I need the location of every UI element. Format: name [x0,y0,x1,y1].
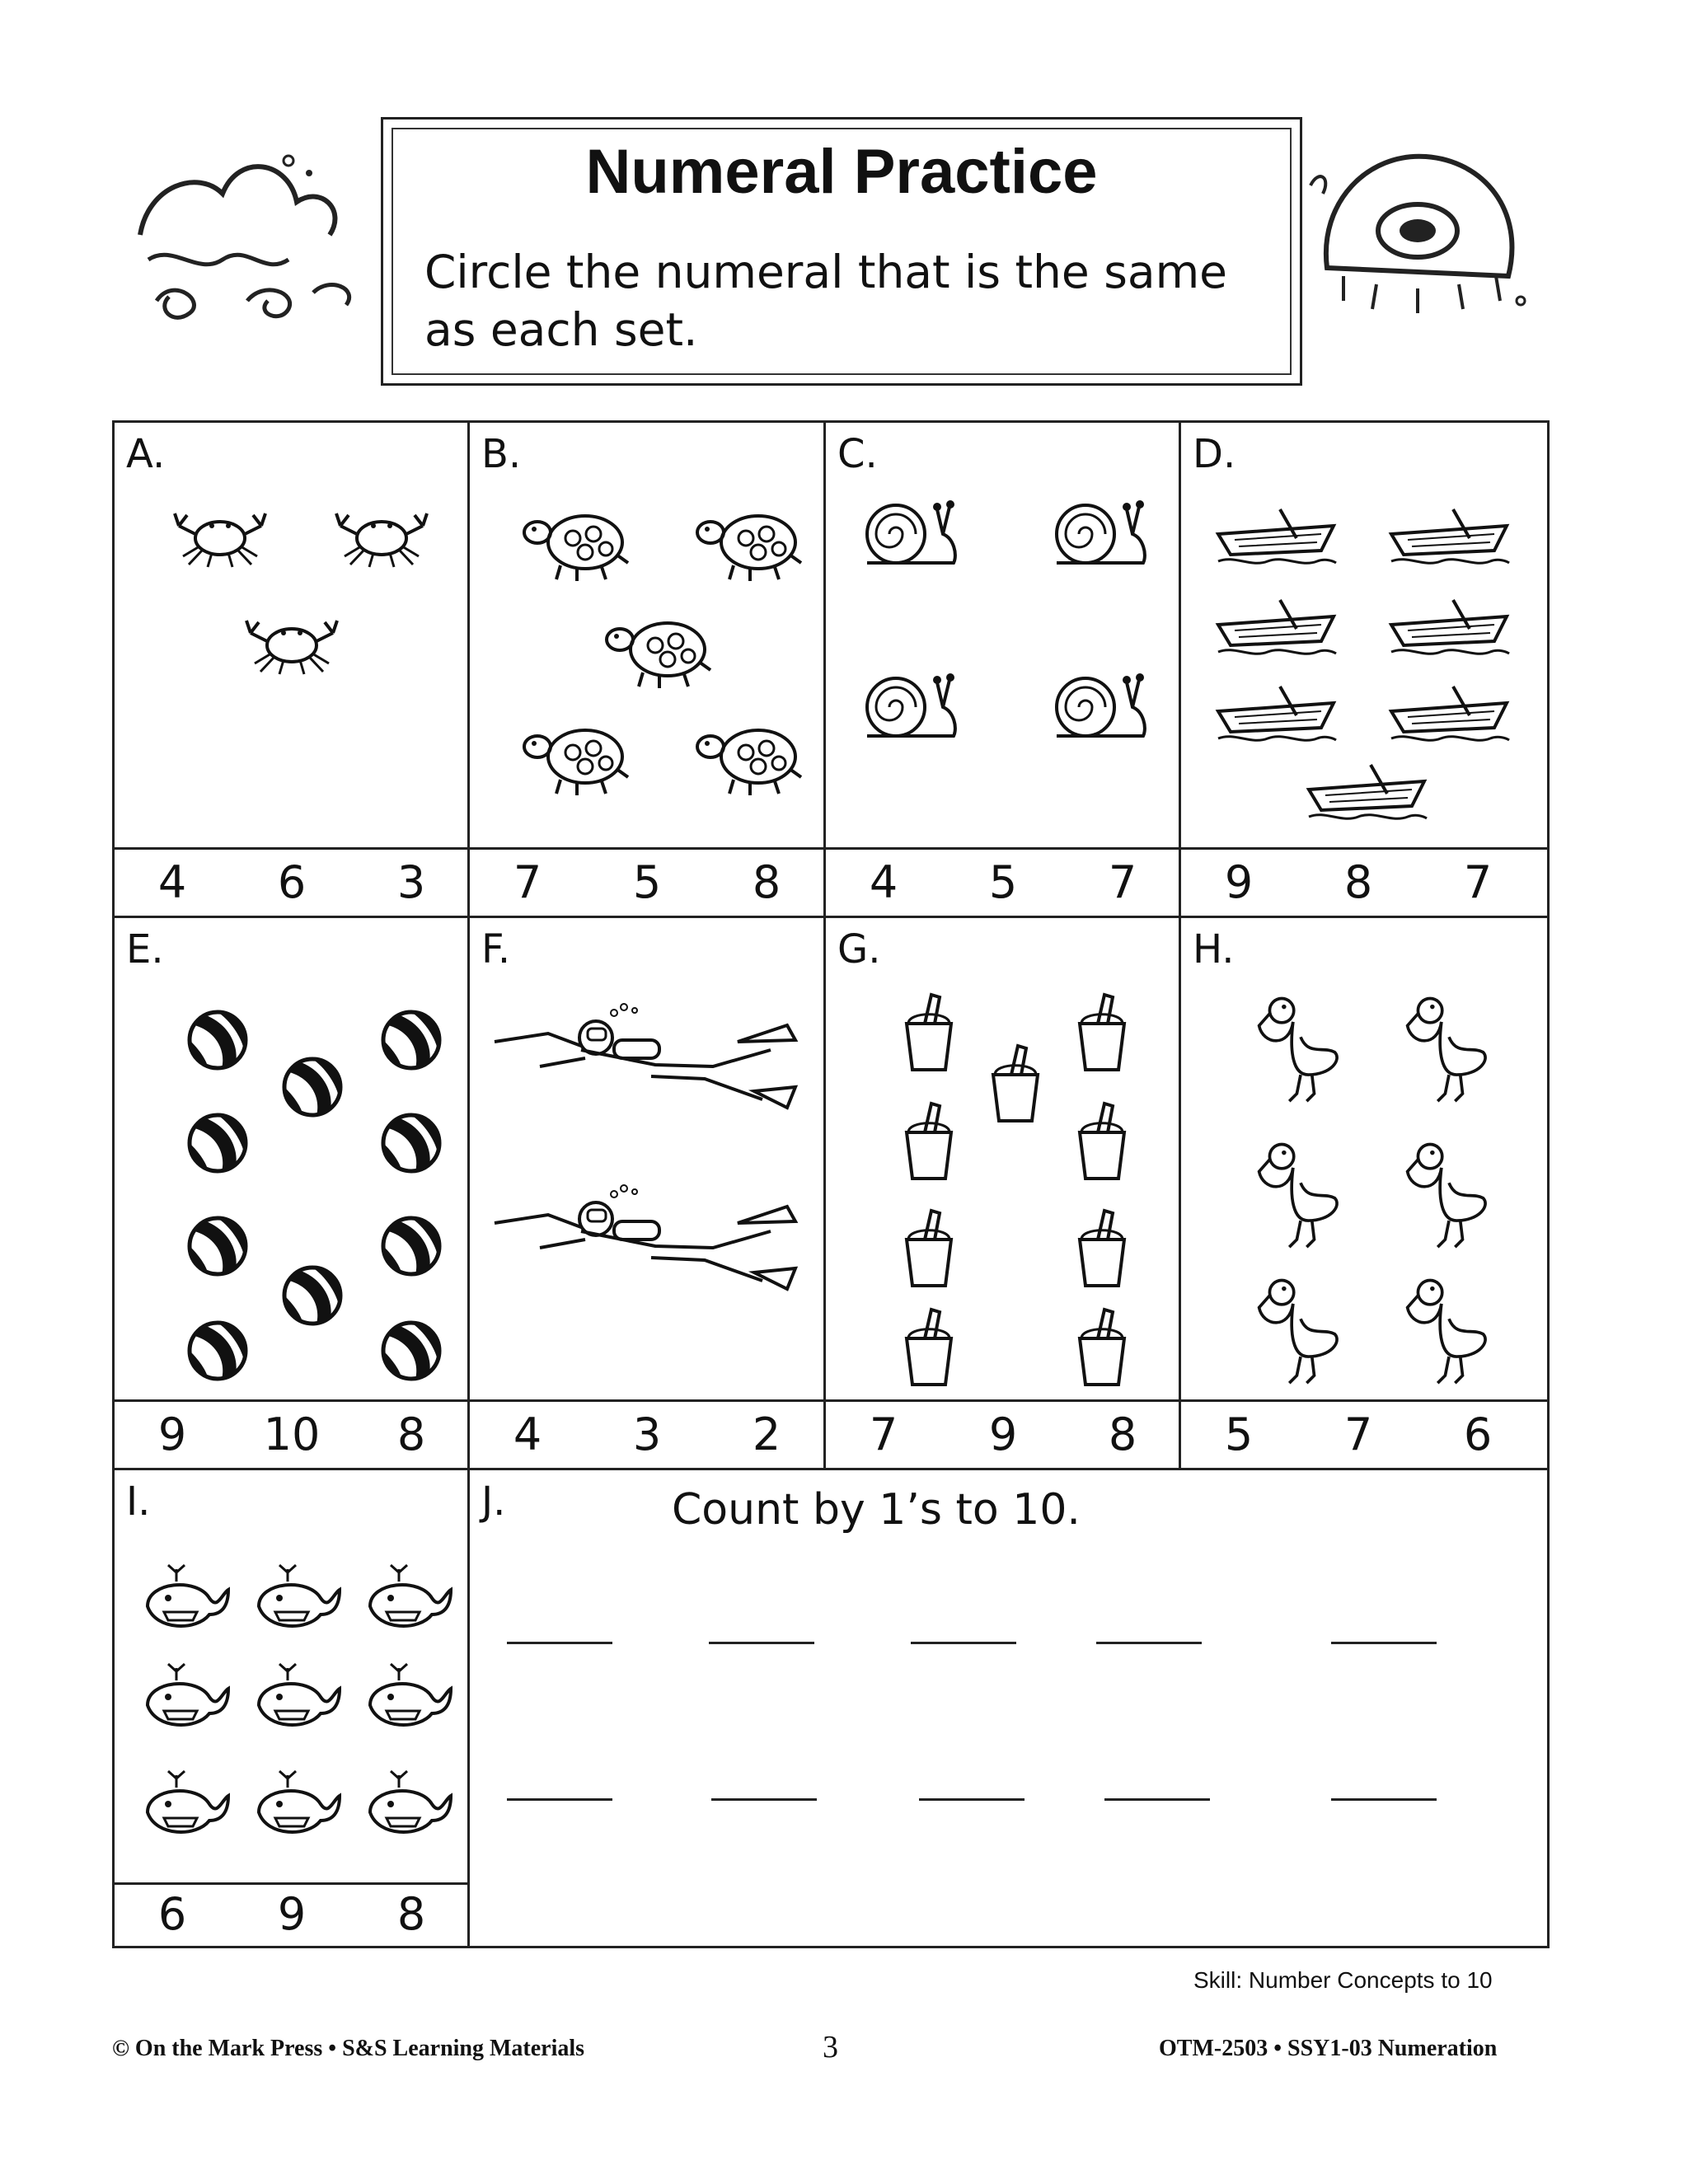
choice-e-2[interactable]: 10 [263,1408,321,1460]
whale-icon [362,1767,452,1841]
set-d-choices [1179,847,1550,918]
whale-icon [362,1561,452,1635]
sand-bucket-icon [1073,1099,1131,1182]
product-code: OTM-2503 • SSY1-03 Numeration [1159,2036,1498,2061]
choice-b-1[interactable]: 7 [513,856,542,908]
choice-g-3[interactable]: 8 [1108,1408,1137,1460]
sand-bucket-icon [1073,991,1131,1073]
count-task-prompt: Count by 1’s to 10. [672,1485,1081,1535]
turtle-icon [519,715,635,798]
pelican-icon [1404,1272,1494,1388]
set-h-panel [1179,916,1550,1402]
set-a-label: A. [126,431,166,477]
answer-blank[interactable] [507,1642,612,1644]
choice-a-3[interactable]: 3 [396,856,426,908]
choice-d-2[interactable]: 8 [1343,856,1373,908]
choice-b-2[interactable]: 5 [632,856,662,908]
page-title: Numeral Practice [585,137,1098,207]
sand-bucket-icon [900,1305,958,1388]
crab-icon [171,497,270,571]
set-f-panel [467,916,826,1402]
choice-g-1[interactable]: 7 [869,1408,898,1460]
set-h-label: H. [1193,926,1235,972]
set-g-choices [823,1399,1181,1470]
choice-d-3[interactable]: 7 [1463,856,1493,908]
beach-ball-icon [185,1110,251,1176]
set-i-panel [112,1468,470,1885]
whale-icon [139,1561,230,1635]
skill-note: Skill: Number Concepts to 10 [1193,1967,1493,1993]
choice-a-1[interactable]: 4 [157,856,187,908]
rowboat-icon [1387,596,1511,662]
snail-icon [1040,662,1156,744]
choice-e-1[interactable]: 9 [157,1408,187,1460]
choice-c-2[interactable]: 5 [988,856,1018,908]
beach-ball-icon [185,1007,251,1073]
beach-ball-icon [378,1007,444,1073]
wave-splash-icon [124,136,371,326]
answer-blank[interactable] [709,1642,814,1644]
choice-f-1[interactable]: 4 [513,1408,542,1460]
set-b-choices [467,847,826,918]
answer-blank[interactable] [1331,1642,1437,1644]
answer-blank[interactable] [1096,1642,1202,1644]
set-i-choices [112,1882,470,1948]
set-i-label: I. [126,1479,151,1525]
answer-blank[interactable] [711,1798,817,1801]
set-a-choices [112,847,470,918]
choice-e-3[interactable]: 8 [396,1408,426,1460]
set-h-choices [1179,1399,1550,1470]
turtle-icon [519,501,635,583]
whale-icon [139,1660,230,1734]
turtle-icon [692,501,808,583]
scuba-diver-icon [490,1001,804,1116]
choice-b-3[interactable]: 8 [752,856,781,908]
crab-icon [242,604,341,678]
set-c-panel [823,420,1181,850]
pelican-icon [1404,1137,1494,1252]
set-e-panel [112,916,470,1402]
choice-f-3[interactable]: 2 [752,1408,781,1460]
sand-bucket-icon [900,1207,958,1289]
answer-blank[interactable] [507,1798,612,1801]
instructions: Circle the numeral that is the same as each set. [424,246,1227,356]
set-g-label: G. [837,926,881,972]
choice-f-2[interactable]: 3 [632,1408,662,1460]
choice-c-1[interactable]: 4 [869,856,898,908]
set-f-choices [467,1399,826,1470]
rowboat-icon [1214,505,1338,571]
answer-blank[interactable] [1331,1798,1437,1801]
set-c-choices [823,847,1181,918]
set-d-panel [1179,420,1550,850]
choice-h-1[interactable]: 5 [1224,1408,1254,1460]
beach-ball-icon [378,1110,444,1176]
sand-bucket-icon [1073,1305,1131,1388]
whale-icon [139,1767,230,1841]
choice-g-2[interactable]: 9 [988,1408,1018,1460]
choice-i-1[interactable]: 6 [157,1888,187,1940]
seashell-icon [1294,136,1541,326]
beach-ball-icon [279,1054,345,1120]
set-e-label: E. [126,926,164,972]
set-d-label: D. [1193,431,1236,477]
answer-blank[interactable] [919,1798,1025,1801]
beach-ball-icon [185,1213,251,1279]
sand-bucket-icon [900,991,958,1073]
turtle-icon [602,608,717,691]
answer-blank[interactable] [911,1642,1016,1644]
crab-icon [332,497,431,571]
whale-icon [251,1767,341,1841]
whale-icon [251,1660,341,1734]
snail-icon [851,662,966,744]
choice-i-2[interactable]: 9 [277,1888,307,1940]
whale-icon [362,1660,452,1734]
turtle-icon [692,715,808,798]
copyright-text: © On the Mark Press • S&S Learning Materials [112,2036,585,2061]
rowboat-icon [1214,682,1338,748]
rowboat-icon [1214,596,1338,662]
count-task-panel [467,1468,1550,1948]
rowboat-icon [1387,682,1511,748]
worksheet-grid [112,420,1550,1948]
rowboat-icon [1387,505,1511,571]
beach-ball-icon [279,1263,345,1329]
choice-h-2[interactable]: 7 [1343,1408,1373,1460]
set-a-panel [112,420,470,850]
choice-c-3[interactable]: 7 [1108,856,1137,908]
title-box [381,117,1302,386]
choice-d-1[interactable]: 9 [1224,856,1254,908]
pelican-icon [1255,991,1346,1106]
choice-i-3[interactable]: 8 [396,1888,426,1940]
scuba-diver-icon [490,1182,804,1297]
set-c-label: C. [837,431,878,477]
pelican-icon [1255,1137,1346,1252]
set-b-label: B. [481,431,522,477]
beach-ball-icon [378,1318,444,1384]
count-task-label: J. [481,1479,506,1525]
pelican-icon [1404,991,1494,1106]
sand-bucket-icon [900,1099,958,1182]
sand-bucket-icon [1073,1207,1131,1289]
snail-icon [851,489,966,571]
set-f-label: F. [481,926,511,972]
choice-a-2[interactable]: 6 [277,856,307,908]
sand-bucket-icon [987,1042,1044,1124]
set-g-panel [823,916,1181,1402]
answer-blank[interactable] [1104,1798,1210,1801]
choice-h-3[interactable]: 6 [1463,1408,1493,1460]
beach-ball-icon [378,1213,444,1279]
beach-ball-icon [185,1318,251,1384]
snail-icon [1040,489,1156,571]
set-e-choices [112,1399,470,1470]
whale-icon [251,1561,341,1635]
set-b-panel [467,420,826,850]
pelican-icon [1255,1272,1346,1388]
rowboat-icon [1305,761,1428,827]
page-number: 3 [823,2030,838,2064]
